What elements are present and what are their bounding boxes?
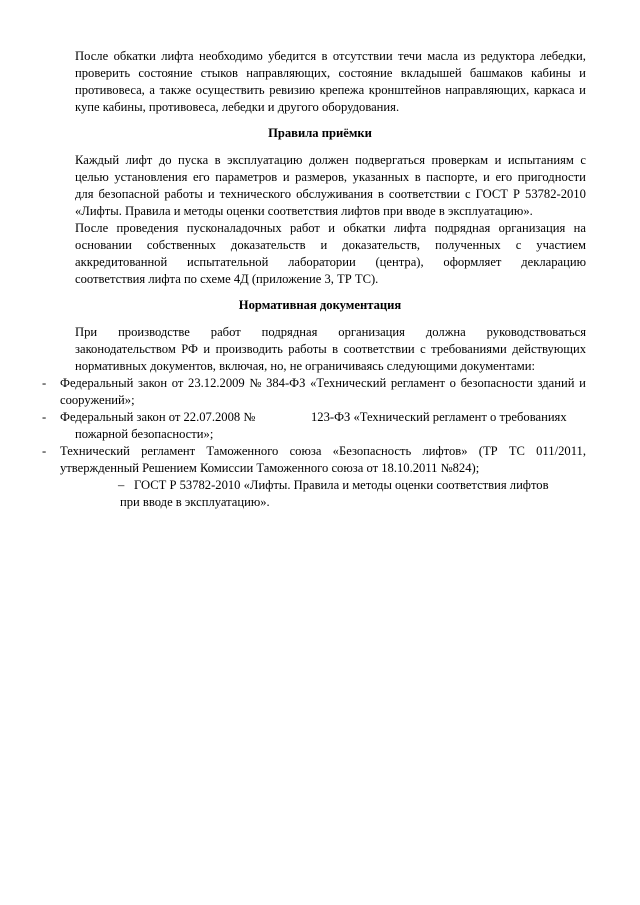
word: с	[465, 187, 471, 201]
word: пригодности	[517, 170, 586, 184]
word: на	[573, 221, 586, 235]
word: целью	[75, 170, 109, 184]
word: параметров	[215, 170, 278, 184]
word: и	[207, 187, 215, 201]
word: основании	[75, 238, 132, 252]
word: лаборатории	[288, 255, 356, 269]
word: подвергаться	[355, 153, 426, 167]
word: 384-ФЗ	[266, 376, 306, 390]
paragraph-line	[75, 341, 586, 358]
word: подрядная	[434, 221, 491, 235]
word: пуска	[178, 153, 209, 167]
word: его	[192, 170, 210, 184]
word: безопасной	[98, 187, 160, 201]
list-bullet: –	[118, 478, 125, 492]
word: и	[203, 342, 211, 356]
word: с	[420, 342, 426, 356]
heading-acceptance-rules: Правила приёмки	[268, 126, 372, 140]
word: вкладышей	[400, 66, 462, 80]
paragraph-line	[75, 324, 586, 341]
paragraph-line: нормативных документов, включая, но, не ограничиваясь следующими документами:	[75, 359, 535, 373]
word: работ	[289, 221, 320, 235]
word: состояние	[138, 66, 193, 80]
word: регламент	[390, 376, 445, 390]
paragraph-line	[75, 254, 586, 271]
word: проверкам	[431, 153, 489, 167]
word: оформляет	[443, 255, 502, 269]
paragraph-line: купе кабины, противовеса, лебедки и другого оборудования.	[75, 100, 400, 114]
word: размеров,	[295, 170, 348, 184]
word: и	[579, 66, 586, 80]
paragraph-line	[75, 48, 586, 65]
word: ревизию	[269, 83, 315, 97]
word: в	[414, 170, 421, 184]
word: редуктора	[480, 49, 535, 63]
word: зданий	[537, 376, 575, 390]
word: противовеса,	[75, 83, 145, 97]
word: Федеральный	[60, 376, 134, 390]
word: в	[214, 153, 221, 167]
word: обкатки	[113, 49, 156, 63]
word: Р	[512, 187, 520, 201]
word: проверить	[75, 66, 131, 80]
word: в	[332, 342, 339, 356]
word: лифта	[393, 221, 427, 235]
word: ТС	[508, 444, 525, 458]
word: в	[377, 187, 384, 201]
word: и	[282, 170, 290, 184]
word: и	[328, 221, 335, 235]
word: доказательств	[230, 238, 306, 252]
word: стыков	[200, 66, 238, 80]
word: технического	[219, 187, 292, 201]
word: и	[579, 83, 586, 97]
word: работы	[288, 342, 327, 356]
word: работ	[210, 325, 241, 339]
paragraph-line	[75, 237, 586, 254]
paragraph-line	[75, 152, 586, 169]
word: законодательством	[75, 342, 176, 356]
word: из	[463, 49, 476, 63]
list-item-line: 123-ФЗ «Технический регламент о требованиях	[311, 410, 567, 424]
word: осуществить	[195, 83, 265, 97]
word: установления	[114, 170, 188, 184]
word: производстве	[118, 325, 190, 339]
word: После	[75, 221, 109, 235]
word: лифтов»	[422, 444, 468, 458]
word: направляющих,	[445, 83, 530, 97]
word: а	[149, 83, 156, 97]
word: от	[171, 376, 184, 390]
word: обкатки	[343, 221, 386, 235]
word: (ТР	[478, 444, 498, 458]
word: РФ	[181, 342, 198, 356]
word: регламент	[141, 444, 196, 458]
word: 23.12.2009	[188, 376, 245, 390]
paragraph-line	[75, 220, 586, 237]
word: Технический	[60, 444, 130, 458]
list-item-line	[60, 375, 586, 392]
word: декларацию	[521, 255, 586, 269]
word: также	[159, 83, 192, 97]
paragraph-line: «Лифты. Правила и методы оценки соответствия лифтов при вводе в эксплуатацию».	[75, 204, 533, 218]
word: с	[580, 153, 586, 167]
word: «Технический	[310, 376, 387, 390]
word: пусконаладочных	[186, 221, 282, 235]
word: ГОСТ	[475, 187, 508, 201]
word: производить	[215, 342, 283, 356]
word: соответствии	[343, 342, 415, 356]
word: течи	[397, 49, 422, 63]
word: требованиями	[431, 342, 507, 356]
word: и	[494, 153, 502, 167]
list-item-line: сооружений»;	[60, 393, 135, 407]
word: и	[483, 170, 490, 184]
word: должна	[425, 325, 466, 339]
word: После	[75, 49, 109, 63]
word: кронштейнов	[368, 83, 441, 97]
list-bullet: -	[42, 410, 47, 424]
word: организация	[338, 325, 405, 339]
word: кабины	[531, 66, 571, 80]
word: союза	[289, 444, 322, 458]
paragraph-line	[75, 169, 586, 186]
word: испытаниям	[507, 153, 574, 167]
word: руководствоваться	[486, 325, 586, 339]
word: безопасности	[460, 376, 533, 390]
word: и	[320, 238, 328, 252]
word: аккредитованной	[75, 255, 168, 269]
word: его	[495, 170, 513, 184]
list-bullet: -	[42, 376, 47, 390]
list-item-line: утвержденный Решением Комиссии Таможенного союза от 18.10.2011 №824);	[60, 461, 480, 475]
heading-normative-docs: Нормативная документация	[238, 298, 402, 312]
word: Каждый	[75, 153, 120, 167]
paragraph-line	[75, 82, 586, 99]
list-bullet: -	[42, 444, 47, 458]
list-item-line: пожарной безопасности»;	[75, 427, 214, 441]
word: указанных	[352, 170, 410, 184]
word: крепежа	[319, 83, 365, 97]
word: в	[321, 49, 328, 63]
word: участием	[536, 238, 586, 252]
word: паспорте,	[426, 170, 478, 184]
paragraph-line: соответствия лифта по схеме 4Д (приложение 3, ТР ТС).	[75, 272, 379, 286]
word: 011/2011,	[536, 444, 586, 458]
word: состояние	[338, 66, 393, 80]
word: убедится	[268, 49, 317, 63]
word: до	[158, 153, 172, 167]
word: обслуживания	[296, 187, 373, 201]
list-item-line: ГОСТ Р 53782-2010 «Лифты. Правила и методы оценки соответствия лифтов	[134, 478, 549, 492]
word: соответствии	[388, 187, 461, 201]
word: с	[515, 238, 522, 252]
word: «Безопасность	[332, 444, 412, 458]
word: направляющих,	[246, 66, 331, 80]
word: №	[249, 376, 262, 390]
list-item-line	[60, 443, 586, 460]
word: организация	[498, 221, 566, 235]
word: башмаков	[469, 66, 523, 80]
word: необходимо	[199, 49, 263, 63]
word: испытательной	[187, 255, 269, 269]
word: должен	[308, 153, 349, 167]
list-item-line: Федеральный закон от 22.07.2008 №	[60, 410, 256, 424]
word: лифта	[161, 49, 194, 63]
paragraph-line	[75, 65, 586, 82]
word: проведения	[116, 221, 179, 235]
list-item-line: при вводе в эксплуатацию».	[120, 495, 270, 509]
word: доказательств,	[342, 238, 421, 252]
word: и	[579, 376, 586, 390]
word: лебедки,	[539, 49, 586, 63]
word: 53782-2010	[525, 187, 586, 201]
word: (центра),	[375, 255, 424, 269]
word: собственных	[146, 238, 216, 252]
paragraph-line	[75, 186, 586, 203]
word: полученных	[435, 238, 501, 252]
word: При	[75, 325, 98, 339]
word: каркаса	[533, 83, 575, 97]
word: подрядная	[261, 325, 318, 339]
word: лифт	[125, 153, 153, 167]
word: эксплуатацию	[227, 153, 303, 167]
word: масла	[427, 49, 459, 63]
word: о	[449, 376, 456, 390]
word: отсутствии	[332, 49, 393, 63]
word: для	[75, 187, 94, 201]
word: Таможенного	[206, 444, 279, 458]
word: работы	[164, 187, 203, 201]
word: действующих	[512, 342, 586, 356]
word: закон	[138, 376, 168, 390]
